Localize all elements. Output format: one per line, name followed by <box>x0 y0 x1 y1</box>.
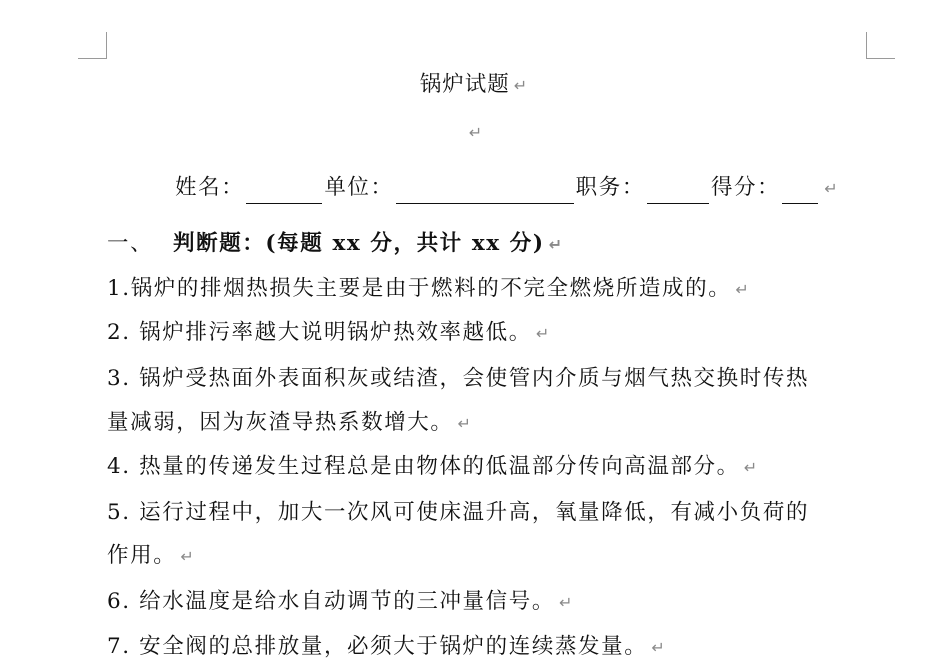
unit-label: 单位： <box>324 175 394 200</box>
paragraph-mark-icon: ↵ <box>457 414 471 433</box>
paragraph-mark-icon: ↵ <box>651 638 665 657</box>
paragraph-mark-icon: ↵ <box>548 235 563 254</box>
position-blank <box>647 177 709 204</box>
question-5-line-1: 5. 运行过程中，加大一次风可使床温升高，氧量降低，有减小负荷的 <box>107 500 810 525</box>
paragraph-mark-icon: ↵ <box>824 179 838 198</box>
paragraph-mark-icon: ↵ <box>743 458 758 477</box>
info-fields-row <box>175 173 838 204</box>
paragraph-mark-icon: ↵ <box>468 123 483 142</box>
name-label: 姓名： <box>175 175 245 200</box>
crop-mark-top-left <box>78 32 107 59</box>
score-blank <box>782 177 818 204</box>
section-number: 一、 <box>107 231 154 256</box>
name-blank <box>246 177 322 204</box>
paragraph-mark-icon: ↵ <box>735 280 749 299</box>
paragraph-mark-icon: ↵ <box>180 547 194 566</box>
question-3-line-2: 量减弱，因为灰渣导热系数增大。 ↵ <box>107 410 471 435</box>
empty-paragraph <box>0 117 947 148</box>
score-label: 得分： <box>710 175 781 200</box>
question-2: 2. 锅炉排污率越大说明锅炉热效率越低。 ↵ <box>107 320 550 345</box>
document-title: 锅炉试题 ↵ <box>419 72 528 97</box>
question-4: 4. 热量的传递发生过程总是由物体的低温部分传向高温部分。 ↵ <box>107 454 758 479</box>
position-label: 职务： <box>575 175 645 200</box>
paragraph-mark-icon: ↵ <box>535 324 550 343</box>
section-heading <box>107 229 562 260</box>
section-title: 判断题：(每题 xx 分，共计 xx 分) <box>173 231 545 256</box>
paragraph-mark-icon: ↵ <box>558 593 573 612</box>
paragraph-mark-icon: ↵ <box>513 76 528 95</box>
question-1: 1.锅炉的排烟热损失主要是由于燃料的不完全燃烧所造成的。 ↵ <box>107 276 749 301</box>
question-6: 6. 给水温度是给水自动调节的三冲量信号。 ↵ <box>107 589 573 614</box>
crop-mark-top-right <box>866 32 895 59</box>
question-3-line-1: 3. 锅炉受热面外表面积灰或结渣，会使管内介质与烟气热交换时传热 <box>107 366 810 391</box>
question-7: 7. 安全阀的总排放量，必须大于锅炉的连续蒸发量。 ↵ <box>107 634 665 659</box>
unit-blank <box>396 177 574 204</box>
question-5-line-2: 作用。 ↵ <box>107 543 194 568</box>
